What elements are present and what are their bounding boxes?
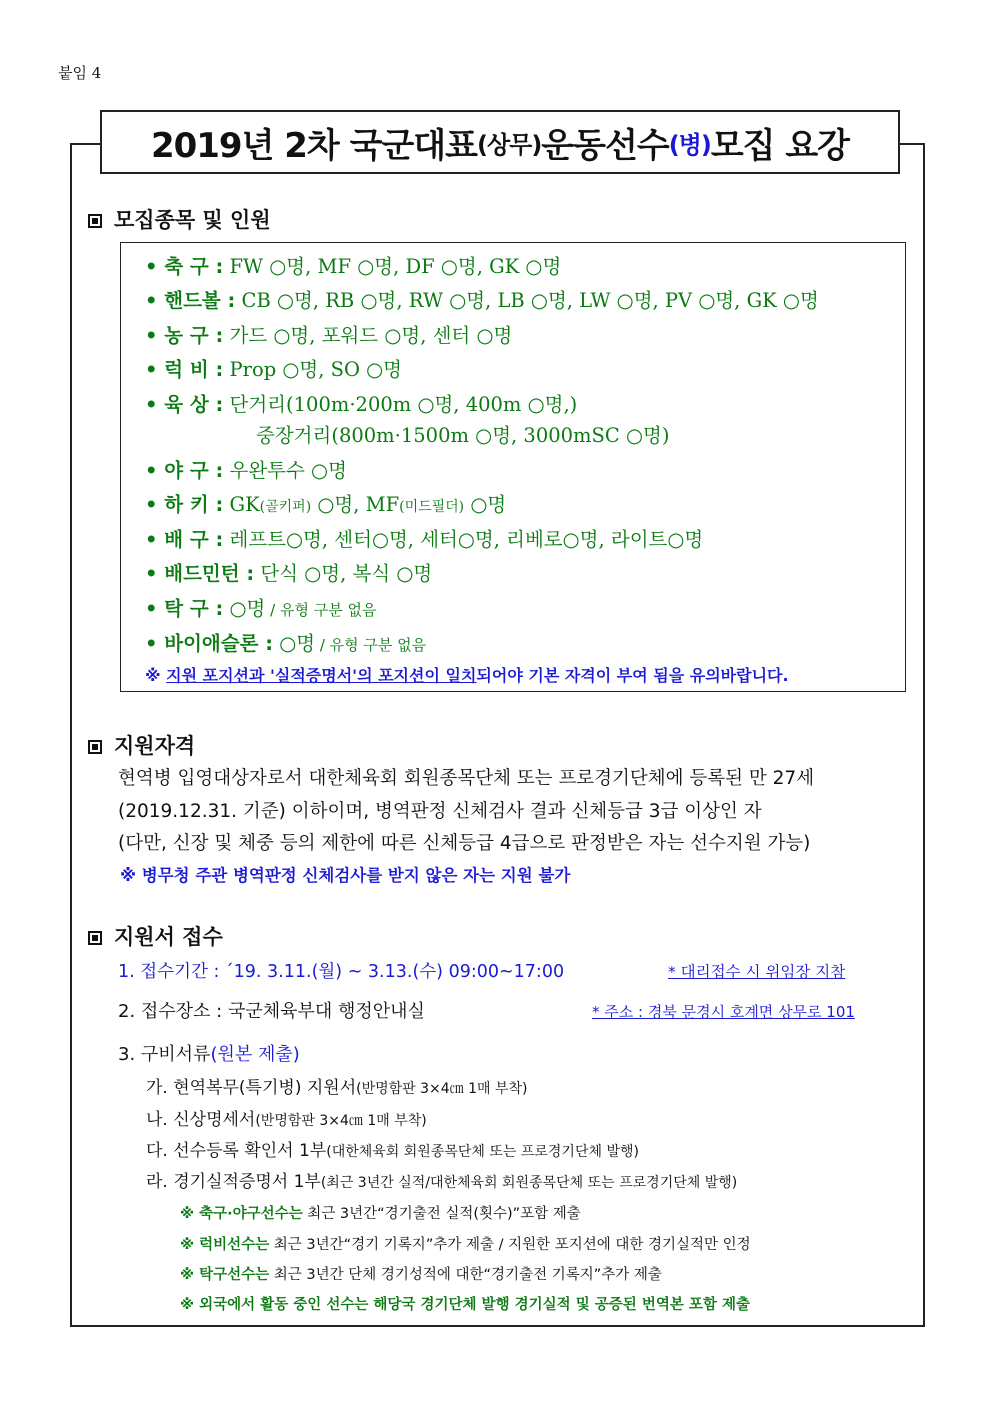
sport-row-football: • 축 구 : FW ○명, MF ○명, DF ○명, GK ○명: [145, 255, 562, 278]
sport-row-baseball: • 야 구 : 우완투수 ○명: [145, 459, 347, 482]
doc-note: ※ 외국에서 활동 중인 선수는 해당국 경기단체 발행 경기실적 및 공증된 번역본 포함 제출: [180, 1297, 750, 1313]
application-place-note: * 주소 : 경북 문경시 호계면 상무로 101: [592, 1003, 855, 1021]
section-heading-qualification: 지원자격: [88, 730, 195, 760]
qualification-notice: ※ 병무청 주관 병역판정 신체검사를 받지 않은 자는 지원 불가: [120, 866, 571, 885]
sport-row-hockey: • 하 키 : GK(골키퍼) ○명, MF(미드필더) ○명: [145, 493, 507, 516]
sport-row-basketball: • 농 구 : 가드 ○명, 포워드 ○명, 센터 ○명: [145, 324, 513, 347]
doc-note: ※ 축구·야구선수는 최근 3년간“경기출전 실적(횟수)”포함 제출: [180, 1206, 581, 1222]
doc-item: 라. 경기실적증명서 1부(최근 3년간 실적/대한체육회 회원종목단체 또는 프로경기단체 발행): [146, 1172, 738, 1192]
doc-note: ※ 럭비선수는 최근 3년간“경기 기록지”추가 제출 / 지원한 포지션에 대한 경기실적만 인정: [180, 1237, 751, 1253]
application-period: 1. 접수기간 : ´19. 3.11.(월) ~ 3.13.(수) 09:00~17:00: [118, 962, 565, 982]
doc-note: ※ 탁구선수는 최근 3년간 단체 경기성적에 대한“경기출전 기록지”추가 제출: [180, 1267, 662, 1283]
sport-row-athletics-2: 중장거리(800m·1500m ○명, 3000mSC ○명): [256, 424, 670, 447]
page-title: [100, 110, 900, 174]
title-part2: 운동선수: [541, 125, 669, 166]
application-place: 2. 접수장소 : 국군체육부대 행정안내실: [118, 1001, 425, 1022]
section-heading-recruit: 모집종목 및 인원: [88, 204, 271, 234]
square-bullet-icon: [88, 214, 102, 228]
application-docs-heading: 3. 구비서류(원본 제출): [118, 1044, 300, 1065]
title-part3: 모집 요강: [710, 125, 850, 166]
qualification-line-3: (다만, 신장 및 체중 등의 제한에 따른 신체등급 4급으로 판정받은 자는 선수지원 가능): [118, 833, 811, 854]
sport-row-athletics: • 육 상 : 단거리(100m·200m ○명, 400m ○명,): [145, 393, 578, 416]
sport-row-volleyball: • 배 구 : 레프트○명, 센터○명, 세터○명, 리베로○명, 라이트○명: [145, 528, 704, 551]
square-bullet-icon: [88, 931, 102, 945]
section-heading-application: 지원서 접수: [88, 921, 223, 951]
sport-row-biathlon: • 바이애슬론 : ○명 / 유형 구분 없음: [145, 632, 427, 655]
sports-notice: ※ 지원 포지션과 '실적증명서'의 포지션이 일치되어야 기본 자격이 부여 됨을 유의바랍니다.: [145, 666, 789, 685]
square-bullet-icon: [88, 740, 102, 754]
sport-row-badminton: • 배드민턴 : 단식 ○명, 복식 ○명: [145, 562, 433, 585]
doc-item: 가. 현역복무(특기병) 지원서(반명함판 3×4㎝ 1매 부착): [146, 1078, 528, 1098]
sport-row-table-tennis: • 탁 구 : ○명 / 유형 구분 없음: [145, 597, 377, 620]
title-part1: 2019년 2차 국군대표: [150, 125, 477, 166]
attachment-label: 붙임 4: [58, 64, 102, 82]
title-part2-paren: (병): [668, 130, 711, 159]
application-period-note: * 대리접수 시 위임장 지참: [668, 963, 846, 981]
sport-row-rugby: • 럭 비 : Prop ○명, SO ○명: [145, 358, 403, 381]
sport-row-handball: • 핸드볼 : CB ○명, RB ○명, RW ○명, LB ○명, LW ○명, PV ○명, GK ○명: [145, 289, 819, 312]
qualification-line-1: 현역병 입영대상자로서 대한체육회 회원종목단체 또는 프로경기단체에 등록된 만 27세: [118, 768, 815, 789]
title-part1-paren: (상무): [476, 130, 542, 159]
doc-item: 나. 신상명세서(반명함판 3×4㎝ 1매 부착): [146, 1110, 427, 1130]
doc-item: 다. 선수등록 확인서 1부(대한체육회 회원종목단체 또는 프로경기단체 발행): [146, 1141, 639, 1161]
qualification-line-2: (2019.12.31. 기준) 이하이며, 병역판정 신체검사 결과 신체등급 3급 이상인 자: [118, 801, 762, 822]
